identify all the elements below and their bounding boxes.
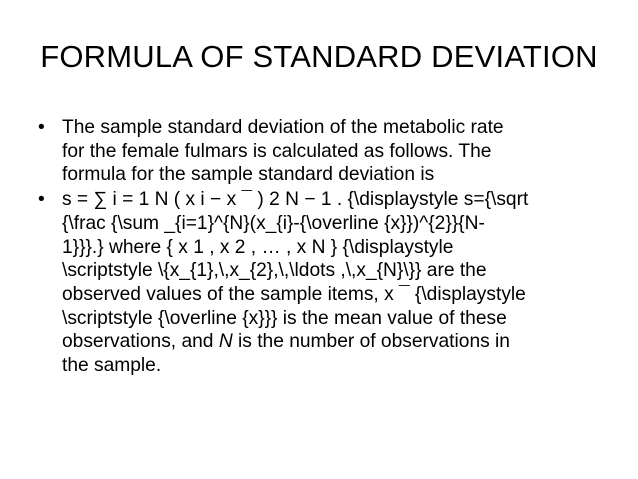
- text-line: observed values of the sample items, x ¯ {\displaystyle: [62, 283, 526, 305]
- text-line: s = ∑ i = 1 N ( x i − x ¯ ) 2 N − 1 . {\displaystyle s={\sqrt: [62, 189, 529, 211]
- bullet-icon: •: [38, 117, 45, 138]
- bullet-text: [62, 188, 598, 378]
- text-line: {\frac {\sum _{i=1}^{N}(x_{i}-{\overline {x}})^{2}}{N-: [62, 212, 485, 234]
- text-line: formula for the sample standard deviation is: [62, 164, 435, 186]
- bullet-item-formula: [38, 188, 598, 378]
- text-line: The sample standard deviation of the metabolic rate: [62, 117, 504, 138]
- bullet-icon: •: [38, 189, 45, 211]
- bullet-list: [38, 116, 598, 379]
- text-line-mixed: [62, 330, 598, 354]
- text-segment: observations, and: [62, 331, 219, 353]
- text-line: the sample.: [62, 355, 162, 377]
- slide-title: FORMULA OF STANDARD DEVIATION: [40, 39, 598, 74]
- bullet-item-description: [38, 116, 598, 187]
- text-line: \scriptstyle {\overline {x}}} is the mean value of these: [62, 307, 507, 329]
- text-line: for the female fulmars is calculated as follows. The: [62, 140, 492, 162]
- text-line: 1}}}.} where { x 1 , x 2 , … , x N } {\displaystyle: [62, 236, 454, 258]
- italic-variable: N: [218, 331, 233, 353]
- bullet-text: [62, 116, 598, 187]
- text-line: \scriptstyle \{x_{1},\,x_{2},\,\ldots ,\,x_{N}\}} are the: [62, 260, 487, 282]
- text-segment: is the number of observations in: [232, 331, 510, 353]
